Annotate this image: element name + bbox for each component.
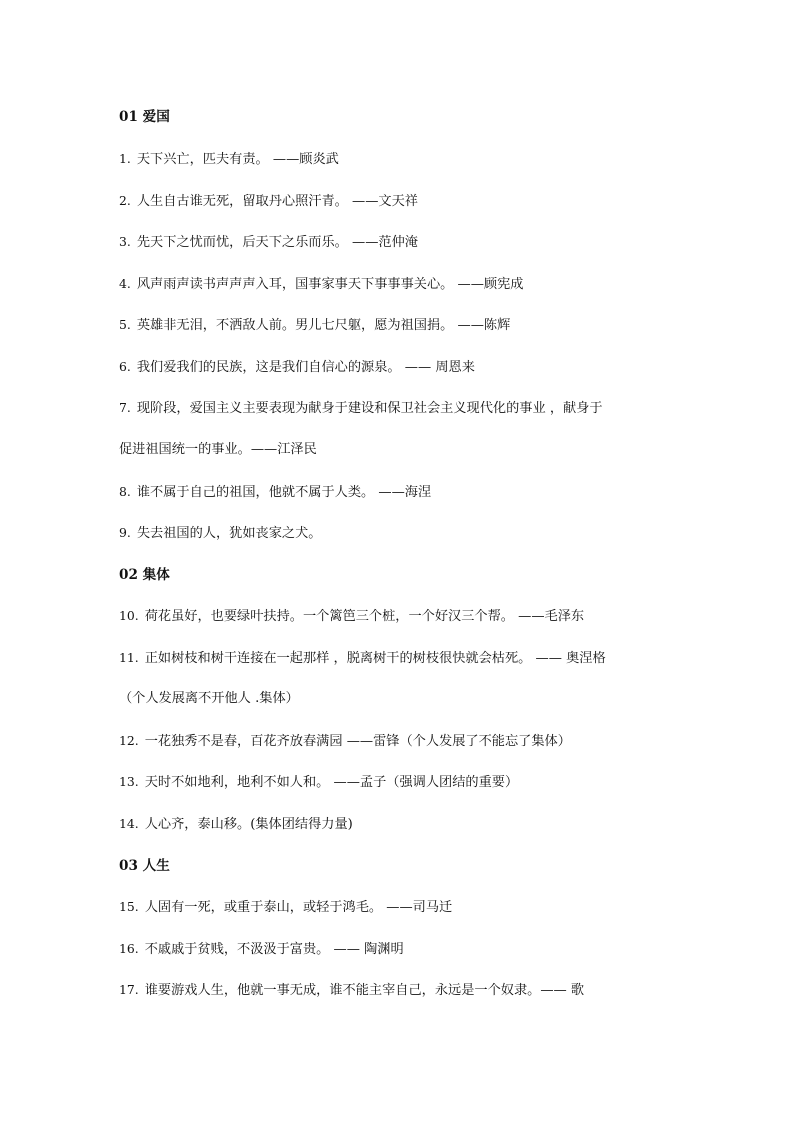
quote-line xyxy=(119,773,518,791)
quote-number: 2. xyxy=(119,193,131,208)
quote-text: 我们爱我们的民族，这是我们自信心的源泉。 —— 周恩来 xyxy=(136,360,475,375)
quote-text: 谁不属于自己的祖国，他就不属于人类。 ——海涅 xyxy=(136,485,432,500)
quote-text: 天时不如地利，地利不如人和。 ——孟子（强调人团结的重要） xyxy=(144,775,519,790)
quote-number: 8. xyxy=(119,484,131,499)
quote-continuation: 促进祖国统一的事业。——江泽民 xyxy=(119,442,317,457)
quote-number: 7. xyxy=(119,400,131,415)
quote-text: 正如树枝和树干连接在一起那样 ，脱离树干的树枝很快就会枯死。 —— 奥涅格 xyxy=(144,651,606,666)
quote-number: 13. xyxy=(119,774,139,789)
quote-line xyxy=(119,233,418,251)
quote-text: 天下兴亡，匹夫有责。 ——顾炎武 xyxy=(136,152,339,167)
quote-line xyxy=(119,150,339,168)
quote-line xyxy=(119,483,431,501)
quote-number: 12. xyxy=(119,733,139,748)
quote-line xyxy=(119,275,523,293)
quote-text: 失去祖国的人，犹如丧家之犬。 xyxy=(136,526,322,541)
quote-text: 人心齐，泰山移。(集体团结得力量) xyxy=(144,817,353,832)
quote-text: 英雄非无泪，不洒敌人前。男儿七尺躯，愿为祖国捐。 ——陈辉 xyxy=(136,318,511,333)
quote-number: 16. xyxy=(119,941,139,956)
quote-line xyxy=(119,815,353,833)
quote-text: 风声雨声读书声声声入耳，国事家事天下事事事关心。 ——顾宪成 xyxy=(136,277,524,292)
quote-text: 先天下之忧而忧，后天下之乐而乐。 ——范仲淹 xyxy=(136,235,418,250)
quote-text: 人固有一死，或重于泰山，或轻于鸿毛。 ——司马迁 xyxy=(144,900,453,915)
quote-number: 1. xyxy=(119,151,131,166)
quote-text: 人生自古谁无死，留取丹心照汗青。 ——文天祥 xyxy=(136,194,418,209)
quote-line xyxy=(119,316,510,334)
quote-line xyxy=(119,399,603,417)
quote-number: 4. xyxy=(119,276,131,291)
quote-number: 17. xyxy=(119,982,139,997)
section-heading: 03 人生 xyxy=(119,858,170,874)
quote-number: 5. xyxy=(119,317,131,332)
quote-line xyxy=(119,192,418,210)
quote-line xyxy=(119,940,404,958)
quote-number: 3. xyxy=(119,234,131,249)
section-heading: 01 爱国 xyxy=(119,109,170,125)
quote-line xyxy=(119,607,584,625)
quote-number: 15. xyxy=(119,899,139,914)
quote-text: 现阶段，爱国主义主要表现为献身于建设和保卫社会主义现代化的事业 ，献身于 xyxy=(136,401,603,416)
quote-continuation: （个人发展离不开他人 .集体） xyxy=(119,691,299,706)
quote-line xyxy=(119,981,584,999)
quote-text: 谁要游戏人生，他就一事无成，谁不能主宰自己，永远是一个奴隶。—— 歌 xyxy=(144,983,585,998)
quote-number: 14. xyxy=(119,816,139,831)
quote-number: 6. xyxy=(119,359,131,374)
quote-line xyxy=(119,898,452,916)
quote-line xyxy=(119,732,571,750)
quote-number: 10. xyxy=(119,608,139,623)
quote-number: 9. xyxy=(119,525,131,540)
quote-line xyxy=(119,649,606,667)
quote-line xyxy=(119,358,475,376)
quote-number: 11. xyxy=(119,650,139,665)
quote-line xyxy=(119,524,321,542)
quote-text: 一花独秀不是春，百花齐放春满园 ——雷锋（个人发展了不能忘了集体） xyxy=(144,734,571,749)
quote-text: 荷花虽好，也要绿叶扶持。一个篱笆三个桩，一个好汉三个帮。 ——毛泽东 xyxy=(144,609,585,624)
quote-text: 不戚戚于贫贱，不汲汲于富贵。 —— 陶渊明 xyxy=(144,942,404,957)
section-heading: 02 集体 xyxy=(119,567,170,583)
